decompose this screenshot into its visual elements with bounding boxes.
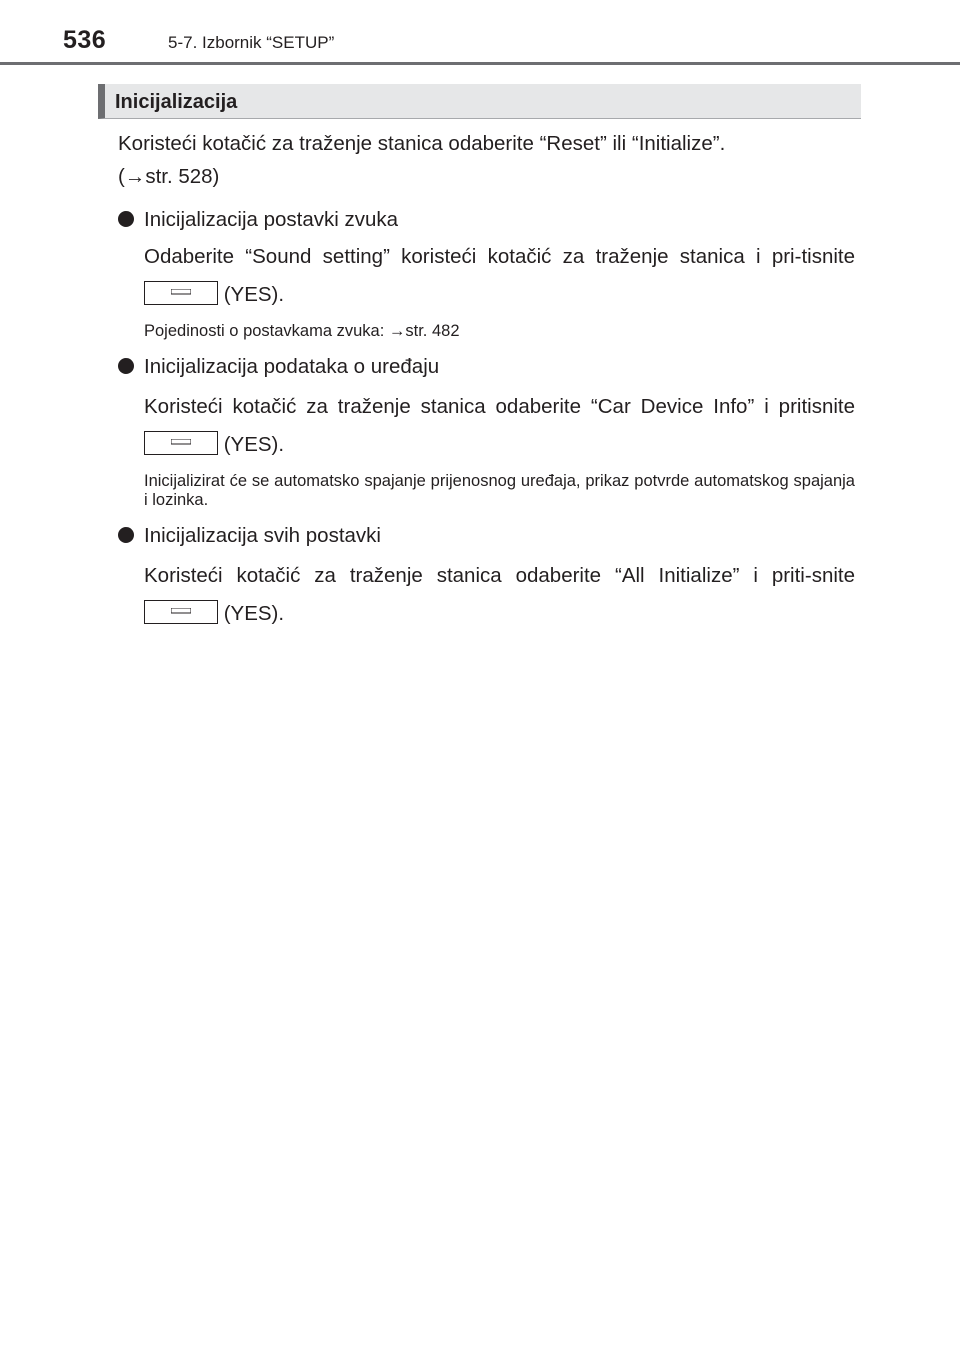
item-body-text: Odaberite “Sound setting” koristeći kotačić za traženje stanica i pri-tisnite [144, 245, 855, 268]
item-body-suffix: (YES). [223, 602, 285, 625]
item-body-text: Koristeći kotačić za traženje stanica odaberite “All Initialize” i priti-snite [144, 564, 855, 587]
item-body [118, 557, 855, 633]
item-note: Pojedinosti o postavkama zvuka: →str. 482 [144, 322, 460, 340]
section-heading-bar [98, 84, 861, 119]
bullet-icon [118, 358, 134, 374]
item-body [118, 238, 855, 314]
section-heading: Inicijalizacija [115, 91, 238, 113]
intro-line-2: (→str. 528) [118, 165, 220, 188]
item-title: Inicijalizacija podataka o uređaju [144, 355, 440, 378]
yes-button-icon [144, 431, 218, 455]
list-item [118, 204, 855, 235]
item-title: Inicijalizacija postavki zvuka [144, 208, 399, 231]
list-item [118, 520, 855, 551]
list-item [118, 351, 855, 382]
section-title: 5-7. Izbornik “SETUP” [168, 33, 335, 52]
item-body-text: Koristeći kotačić za traženje stanica odaberite “Car Device Info” i pritisnite [144, 395, 855, 418]
main-content [118, 128, 855, 633]
item-note: Inicijalizirat će se automatsko spajanje prijenosnog uređaja, prikaz potvrde automatskog spajanja i lozinka. [144, 472, 855, 509]
item-body [118, 388, 855, 464]
yes-button-icon [144, 281, 218, 305]
bullet-icon [118, 527, 134, 543]
intro-line-1: Koristeći kotačić za traženje stanica odaberite “Reset” ili “Initialize”. [118, 132, 726, 155]
page-header [63, 22, 960, 62]
header-divider [0, 62, 960, 65]
bullet-icon [118, 211, 134, 227]
page-number: 536 [63, 26, 107, 54]
item-body-suffix: (YES). [223, 283, 285, 306]
item-body-suffix: (YES). [223, 433, 285, 456]
yes-button-icon [144, 600, 218, 624]
item-title: Inicijalizacija svih postavki [144, 524, 381, 547]
